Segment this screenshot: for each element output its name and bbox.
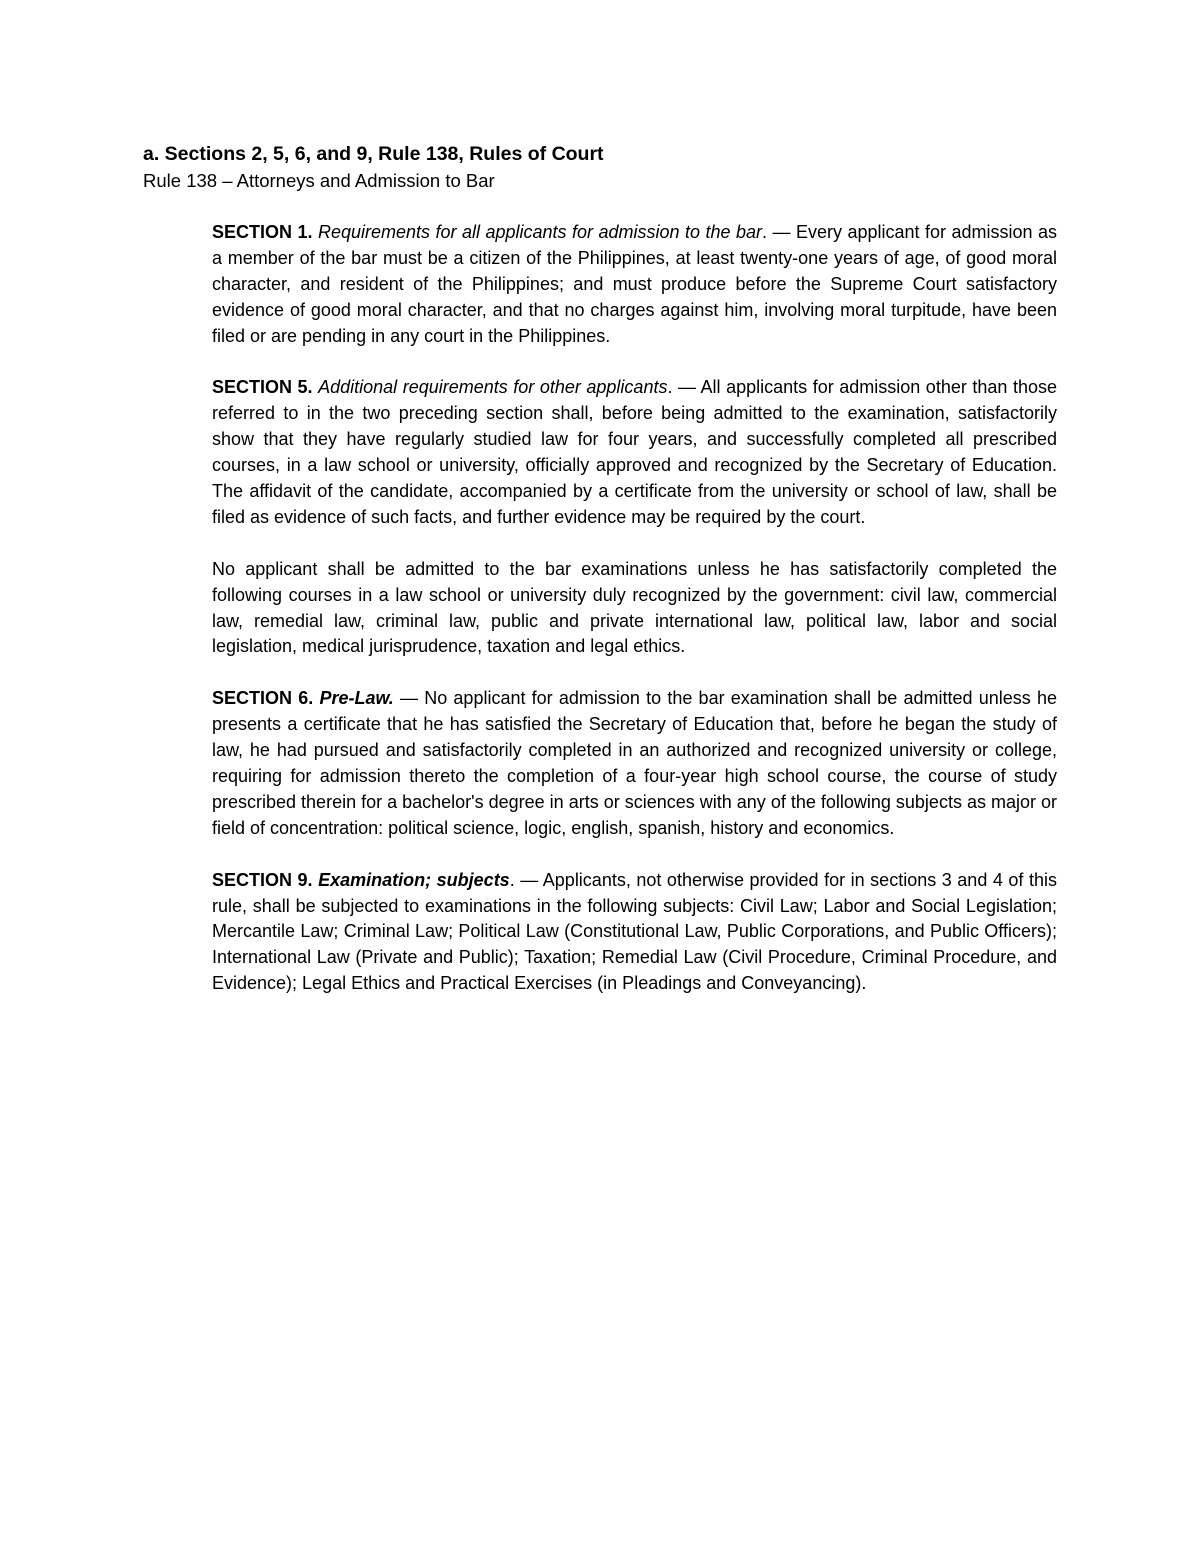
- section-9-label: SECTION 9.: [212, 869, 313, 890]
- section-9-paragraph: [212, 868, 1057, 998]
- section-6-text: — No applicant for admission to the bar examination shall be admitted unless he presents a certificate that he has satisfied the Secretary of Education that, before he began the study of law, he had pursued and satisfactorily completed in an authorized and recognized university or college, requiring for admission thereto the completion of a four-year high school course, the course of study prescribed therein for a bachelor's degree in arts or sciences with any of the following subjects as major or field of concentration: political science, logic, english, spanish, history and economics.: [212, 688, 1057, 838]
- section-5-continuation-text: No applicant shall be admitted to the bar examinations unless he has satisfactorily completed the following courses in a law school or university duly recognized by the government: civil law, commercial law, remedial law, criminal law, public and private international law, political law, labor and social legislation, medical jurisprudence, taxation and legal ethics.: [212, 558, 1057, 657]
- section-1-paragraph: [212, 220, 1057, 350]
- section-5-title: Additional requirements for other applicants: [318, 377, 668, 398]
- section-9-title: Examination; subjects: [318, 869, 510, 890]
- section-6-label: SECTION 6.: [212, 688, 314, 709]
- section-5-continuation-paragraph: [212, 557, 1057, 661]
- section-6-title: Pre-Law.: [319, 688, 394, 709]
- section-1-label: SECTION 1.: [212, 222, 313, 242]
- document-heading: a. Sections 2, 5, 6, and 9, Rule 138, Rules of Court: [143, 143, 604, 165]
- document-subheading: Rule 138 – Attorneys and Admission to Bar: [143, 170, 495, 191]
- section-5-text: . — All applicants for admission other than those referred to in the two preceding section shall, before being admitted to the examination, satisfactorily show that they have regularly studied law for four years, and successfully completed all prescribed courses, in a law school or university, officially approved and recognized by the Secretary of Education. The affidavit of the candidate, accompanied by a certificate from the university or school of law, shall be filed as evidence of such facts, and further evidence may be required by the court.: [212, 377, 1057, 527]
- section-9-text: . — Applicants, not otherwise provided for in sections 3 and 4 of this rule, shall be subjected to examinations in the following subjects: Civil Law; Labor and Social Legislation; Mercantile Law; Criminal Law; Political Law (Constitutional Law, Public Corporations, and Public Officers); International Law (Private and Public); Taxation; Remedial Law (Civil Procedure, Criminal Procedure, and Evidence); Legal Ethics and Practical Exercises (in Pleadings and Conveyancing).: [212, 869, 1057, 994]
- section-1-text: . — Every applicant for admission as a member of the bar must be a citizen of the Philippines, at least twenty-one years of age, of good moral character, and resident of the Philippines; and must produce before the Supreme Court satisfactory evidence of good moral character, and that no charges against him, involving moral turpitude, have been filed or are pending in any court in the Philippines.: [212, 222, 1057, 346]
- section-5-label: SECTION 5.: [212, 377, 313, 398]
- document-body: [212, 220, 1057, 1023]
- section-6-paragraph: [212, 686, 1057, 841]
- section-5-paragraph: [212, 375, 1057, 530]
- section-1-title: Requirements for all applicants for admission to the bar: [317, 222, 763, 242]
